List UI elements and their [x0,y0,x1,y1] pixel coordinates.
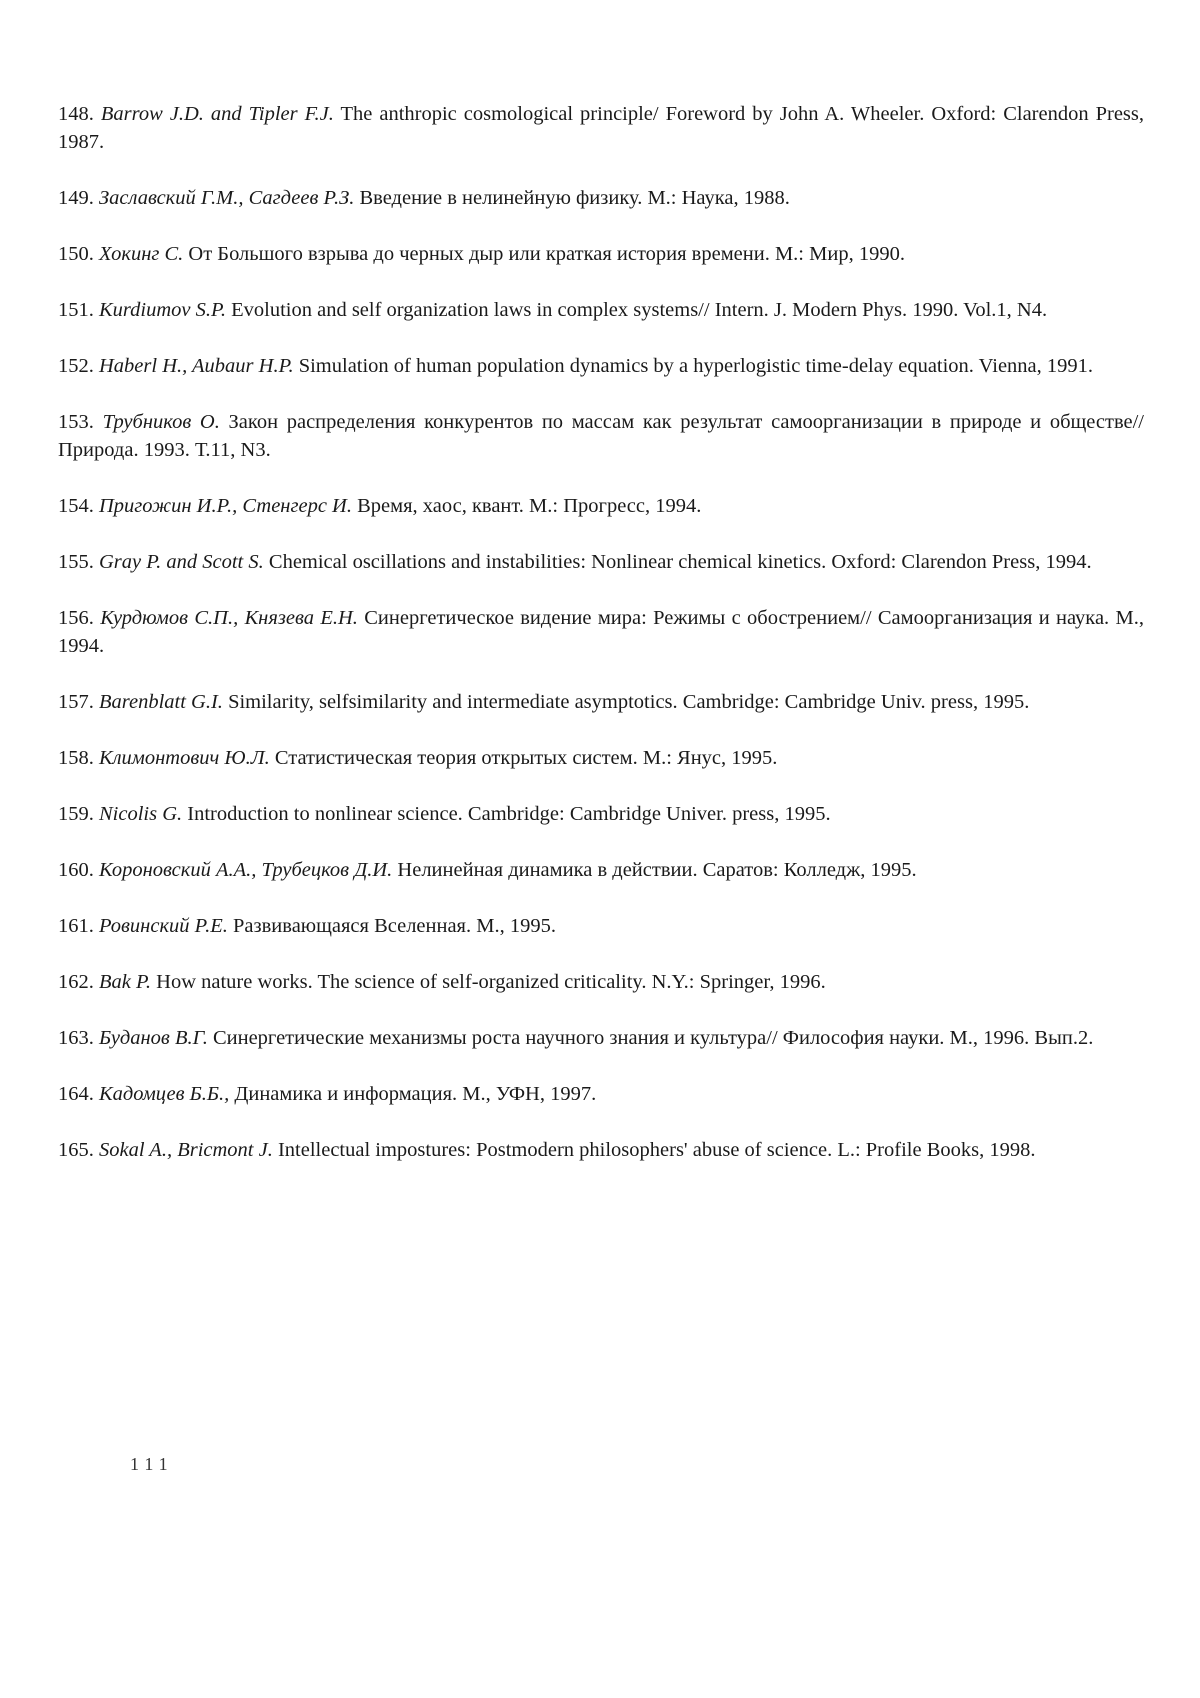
reference-text: Введение в нелинейную физику. М.: Наука, 1988. [359,187,790,209]
reference-authors: Курдюмов С.П., Князева Е.Н. [100,607,358,629]
reference-item [58,492,1144,520]
reference-item [58,800,1144,828]
reference-number: 150. [58,243,94,265]
reference-item [58,100,1144,156]
reference-authors: Bak P. [99,971,152,993]
reference-item [58,688,1144,716]
reference-number: 156. [58,607,94,629]
reference-text: Закон распределения конкурентов по массам как результат самоорганизации в природе и обществе// Природа. 1993. Т.11, N3. [58,411,1145,461]
reference-authors: Barrow J.D. and Tipler F.J. [100,103,334,125]
reference-text: Introduction to nonlinear science. Cambridge: Cambridge Univer. press, 1995. [187,803,831,825]
reference-number: 161. [58,915,94,937]
reference-number: 162. [58,971,94,993]
reference-item [58,968,1144,996]
reference-authors: Пригожин И.Р., Стенгерс И. [99,495,352,517]
reference-authors: Хокинг С. [99,243,184,265]
reference-item [58,912,1144,940]
reference-text: Chemical oscillations and instabilities: Nonlinear chemical kinetics. Oxford: Clarendon Press, 1994. [268,551,1092,573]
reference-text: Нелинейная динамика в действии. Саратов: Колледж, 1995. [397,859,917,881]
reference-text: Синергетическое видение мира: Режимы с обострением// Самоорганизация и наука. М., 1994. [58,607,1144,657]
reference-authors: Ровинский Р.Е. [99,915,228,937]
reference-number: 155. [58,551,94,573]
reference-text: Intellectual impostures: Postmodern philosophers' abuse of science. L.: Profile Books, 1998. [277,1139,1036,1161]
reference-number: 160. [58,859,94,881]
reference-number: 157. [58,691,94,713]
reference-text: Evolution and self organization laws in complex systems// Intern. J. Modern Phys. 1990. Vol.1, N4. [231,299,1048,321]
reference-item [58,184,1144,212]
reference-text: Similarity, selfsimilarity and intermediate asymptotics. Cambridge: Cambridge Univ. press, 1995. [228,691,1030,713]
reference-authors: Nicolis G. [99,803,183,825]
reference-item [58,744,1144,772]
reference-number: 158. [58,747,94,769]
reference-number: 159. [58,803,94,825]
reference-text: Статистическая теория открытых систем. М.: Янус, 1995. [274,747,778,769]
reference-authors: Кадомцев Б.Б., [99,1083,230,1105]
reference-item [58,240,1144,268]
reference-item [58,1136,1144,1164]
page-number: 111 [130,1454,174,1474]
reference-item [58,856,1144,884]
reference-number: 153. [58,411,94,433]
reference-number: 164. [58,1083,94,1105]
reference-text: How nature works. The science of self-organized criticality. N.Y.: Springer, 1996. [156,971,826,993]
reference-number: 148. [58,103,94,125]
reference-authors: Трубников О. [102,411,220,433]
reference-number: 154. [58,495,94,517]
reference-authors: Kurdiumov S.P. [99,299,226,321]
reference-text: Simulation of human population dynamics by a hyperlogistic time-delay equation. Vienna, 1991. [298,355,1094,377]
reference-text: Динамика и информация. М., УФН, 1997. [234,1083,597,1105]
reference-authors: Sokal A., Bricmont J. [99,1139,273,1161]
reference-authors: Заславский Г.М., Сагдеев Р.З. [99,187,355,209]
reference-number: 149. [58,187,94,209]
reference-text: Развивающаяся Вселенная. М., 1995. [233,915,556,937]
reference-text: Время, хаос, квант. М.: Прогресс, 1994. [357,495,702,517]
reference-authors: Haberl H., Aubaur H.P. [99,355,294,377]
reference-item [58,296,1144,324]
reference-number: 151. [58,299,94,321]
reference-text: The anthropic cosmological principle/ Foreword by John A. Wheeler. Oxford: Clarendon Press, 1987. [58,103,1145,153]
reference-item [58,1080,1144,1108]
reference-item [58,604,1144,660]
reference-item [58,352,1144,380]
reference-list [58,100,1144,1192]
reference-item [58,408,1144,464]
reference-authors: Буданов В.Г. [99,1027,208,1049]
reference-text: От Большого взрыва до черных дыр или краткая история времени. М.: Мир, 1990. [188,243,905,265]
reference-number: 165. [58,1139,94,1161]
reference-authors: Короновский А.А., Трубецков Д.И. [99,859,393,881]
reference-text: Синергетические механизмы роста научного знания и культура// Философия науки. М., 1996. Вып.2. [212,1027,1094,1049]
reference-authors: Климонтович Ю.Л. [99,747,270,769]
reference-authors: Gray P. and Scott S. [99,551,264,573]
reference-number: 163. [58,1027,94,1049]
reference-item [58,548,1144,576]
reference-item [58,1024,1144,1052]
reference-authors: Barenblatt G.I. [99,691,223,713]
reference-number: 152. [58,355,94,377]
